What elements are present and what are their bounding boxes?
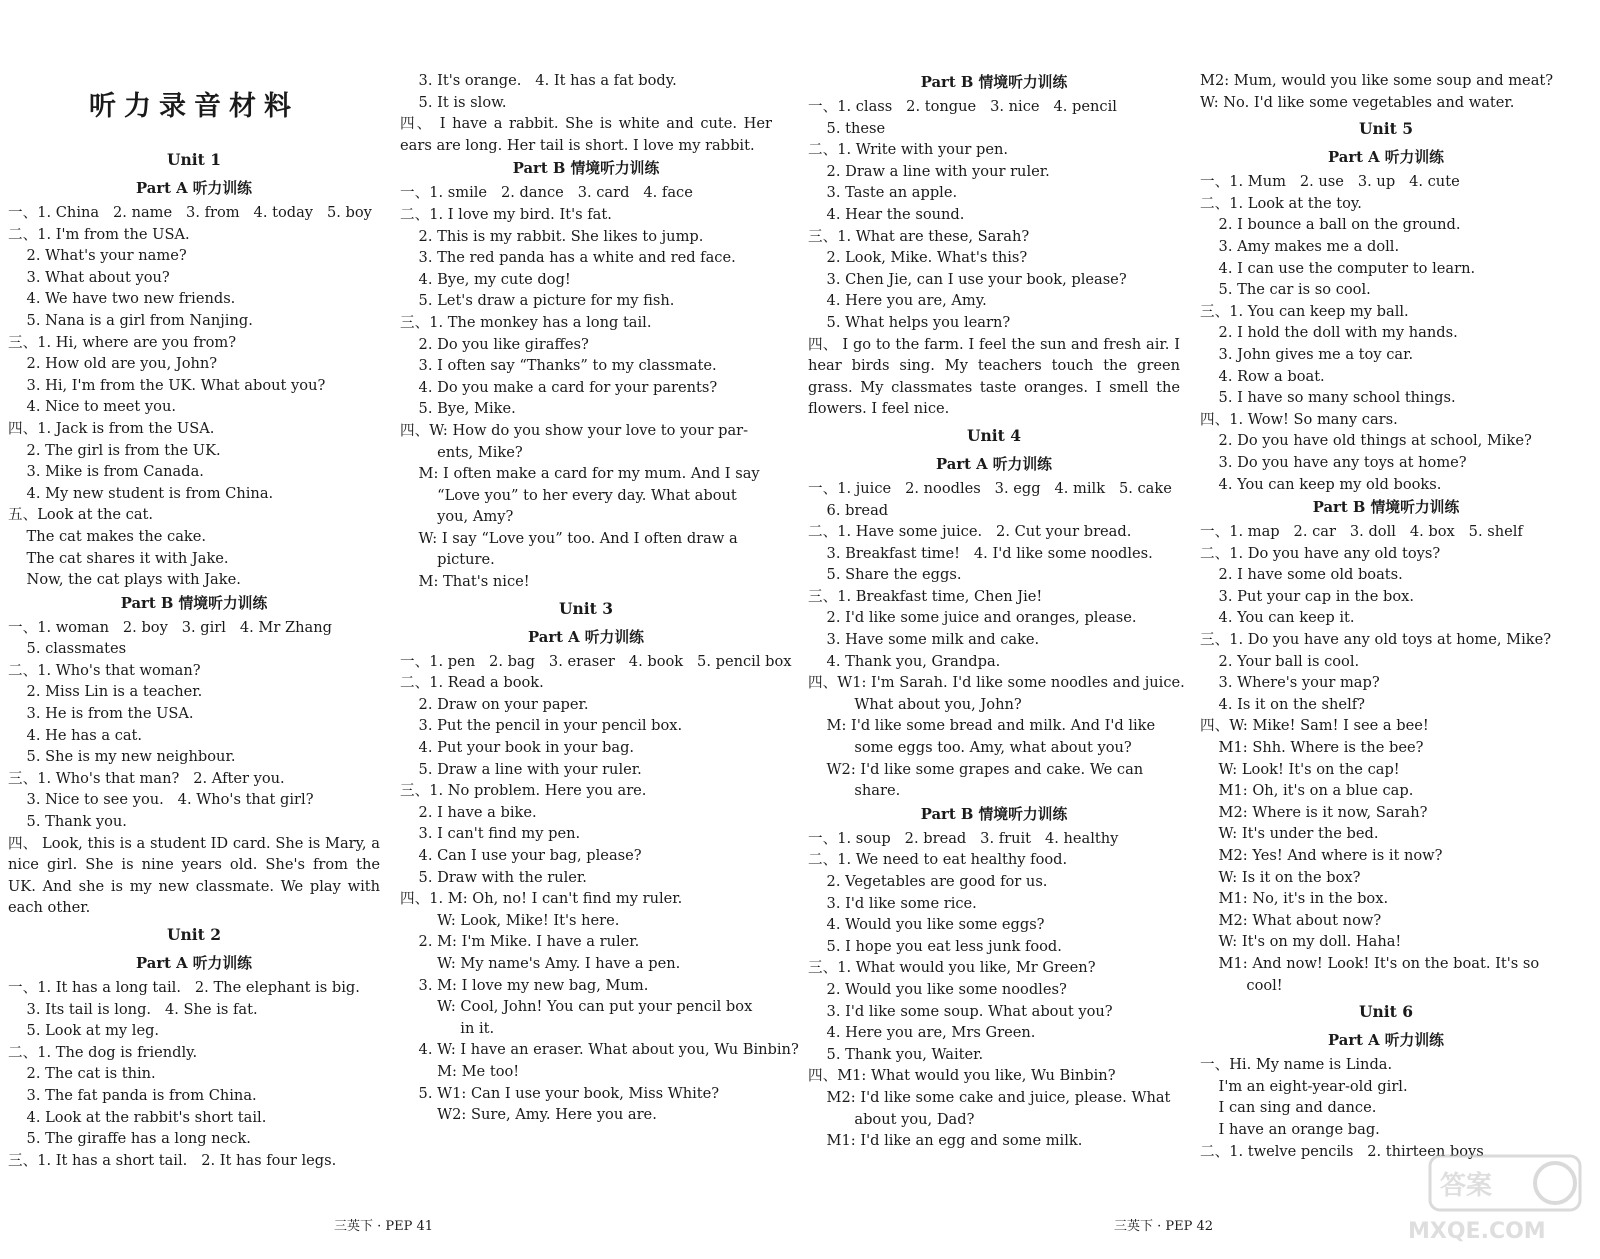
text-line: 四、W: Mike! Sam! I see a bee! xyxy=(1200,717,1429,735)
unit-2-part-a-passage: 四、 I have a rabbit. She is white and cute. Her ears are long. Her tail is short. I love my rabbit. xyxy=(400,115,772,154)
unit-4-part-a-lines xyxy=(808,478,1185,802)
text-line: 3. The red panda has a white and red face. xyxy=(400,249,736,267)
unit-3-part-a-heading: Part A 听力训练 xyxy=(528,628,644,646)
text-line: 3. Amy makes me a doll. xyxy=(1200,237,1400,255)
text-line: 2. Vegetables are good for us. xyxy=(808,873,1048,890)
text-line: 四、W1: I'm Sarah. I'd like some noodles and juice. xyxy=(808,674,1185,692)
text-line: 2. I have a bike. xyxy=(400,803,537,821)
text-line: M: That's nice! xyxy=(400,573,530,591)
text-line: M2: Yes! And where is it now? xyxy=(1200,847,1443,864)
text-line: W: It's on my doll. Haha! xyxy=(1200,933,1402,951)
text-line: 3. Do you have any toys at home? xyxy=(1200,453,1467,471)
text-line: 三、1. What would you like, Mr Green? xyxy=(808,959,1096,977)
text-line: 一、1. pen 2. bag 3. eraser 4. book 5. pencil box xyxy=(400,652,792,670)
text-line: What about you, John? xyxy=(808,695,1022,713)
text-line: 2. I'd like some juice and oranges, please. xyxy=(808,609,1137,627)
text-line: 二、1. Who's that woman? xyxy=(8,661,201,679)
watermark-url: MXQE.COM xyxy=(1408,1219,1546,1244)
text-line: 3. I can't find my pen. xyxy=(400,825,581,843)
unit-2-part-b-lines xyxy=(400,182,772,592)
text-line: 4. W: I have an eraser. What about you, Wu Binbin? xyxy=(400,1041,799,1059)
text-line: 3. Where's your map? xyxy=(1200,674,1380,692)
text-line: 5. What helps you learn? xyxy=(808,313,1011,331)
text-line: M1: I'd like an egg and some milk. xyxy=(808,1132,1083,1150)
text-line: 3. Have some milk and cake. xyxy=(808,631,1040,649)
text-line: 5. Thank you, Waiter. xyxy=(808,1045,984,1063)
text-line: 5. Thank you. xyxy=(8,813,127,831)
text-line: 3. Breakfast time! 4. I'd like some noodles. xyxy=(808,544,1153,562)
text-line: 4. He has a cat. xyxy=(8,726,143,744)
text-line: 3. Put your cap in the box. xyxy=(1200,587,1414,605)
text-line: M: I'd like some bread and milk. And I'd like xyxy=(808,717,1156,735)
text-line: W2: Sure, Amy. Here you are. xyxy=(400,1106,657,1124)
text-line: 4. Put your book in your bag. xyxy=(400,739,635,757)
unit-2-part-a-lines xyxy=(8,977,380,1171)
text-line: 三、1. The monkey has a long tail. xyxy=(400,313,652,331)
text-line: W: I say “Love you” too. And I often draw a xyxy=(400,529,738,547)
text-line: 2. The girl is from the UK. xyxy=(8,441,221,459)
text-line: W: Is it on the box? xyxy=(1200,868,1361,886)
text-line: 3. The fat panda is from China. xyxy=(8,1086,257,1104)
unit-5-heading: Unit 5 xyxy=(1358,119,1413,139)
text-line: 二、1. Look at the toy. xyxy=(1200,194,1362,212)
column-1 xyxy=(8,70,380,1171)
text-line: 三、1. It has a short tail. 2. It has four legs. xyxy=(8,1151,337,1169)
text-line: you, Amy? xyxy=(400,508,514,526)
unit-4-part-b-continued xyxy=(1200,70,1572,113)
text-line: 三、1. Breakfast time, Chen Jie! xyxy=(808,587,1043,605)
unit-1-part-a-lines xyxy=(8,202,380,591)
text-line: 2. Draw a line with your ruler. xyxy=(808,162,1050,180)
text-line: 2. Do you have old things at school, Mike? xyxy=(1200,432,1532,450)
unit-5-part-b-lines xyxy=(1200,521,1572,996)
text-line: 二、1. Do you have any old toys? xyxy=(1200,544,1441,562)
watermark-logo xyxy=(1380,1150,1590,1250)
unit-4-part-b-heading: Part B 情境听力训练 xyxy=(920,805,1068,823)
text-line: 一、1. woman 2. boy 3. girl 4. Mr Zhang xyxy=(8,618,332,636)
text-line: 4. Here you are, Amy. xyxy=(808,292,987,310)
text-line: 二、1. Have some juice. 2. Cut your bread. xyxy=(808,523,1132,541)
text-line: “Love you” to her every day. What about xyxy=(400,486,737,504)
text-line: 四、M1: What would you like, Wu Binbin? xyxy=(808,1067,1116,1085)
unit-4-heading: Unit 4 xyxy=(966,425,1021,445)
text-line: 4. Hear the sound. xyxy=(808,205,965,223)
text-line: 4. Look at the rabbit's short tail. xyxy=(8,1108,267,1126)
unit-2-heading: Unit 2 xyxy=(166,925,221,944)
text-line: M2: What about now? xyxy=(1200,911,1382,929)
text-line: 5. She is my new neighbour. xyxy=(8,748,236,766)
text-line: 2. Do you like giraffes? xyxy=(400,335,589,353)
text-line: 3. M: I love my new bag, Mum. xyxy=(400,976,649,994)
text-line: 5. Look at my leg. xyxy=(8,1022,160,1040)
text-line: 5. It is slow. xyxy=(400,93,507,111)
text-line: The cat makes the cake. xyxy=(8,527,207,545)
text-line: 3. Put the pencil in your pencil box. xyxy=(400,717,683,735)
unit-4-part-b-lines xyxy=(808,828,1180,1152)
text-line: about you, Dad? xyxy=(808,1110,975,1128)
text-line: 五、Look at the cat. xyxy=(8,506,154,524)
text-line: 4. We have two new friends. xyxy=(8,290,236,308)
text-line: 5. Draw a line with your ruler. xyxy=(400,760,642,778)
text-line: I can sing and dance. xyxy=(1200,1099,1377,1117)
text-line: ents, Mike? xyxy=(400,443,523,461)
text-line: 5. Let's draw a picture for my fish. xyxy=(400,292,675,310)
unit-6-heading: Unit 6 xyxy=(1358,1002,1413,1022)
text-line: 四、1. Jack is from the USA. xyxy=(8,419,215,437)
text-line: 2. This is my rabbit. She likes to jump. xyxy=(400,227,704,245)
text-line: 2. Would you like some noodles? xyxy=(808,980,1067,998)
text-line: 一、1. juice 2. noodles 3. egg 4. milk 5. cake xyxy=(808,479,1172,497)
text-line: 2. Draw on your paper. xyxy=(400,695,589,713)
text-line: 二、1. We need to eat healthy food. xyxy=(808,851,1068,869)
text-line: 二、1. I'm from the USA. xyxy=(8,225,190,243)
text-line: 四、1. M: Oh, no! I can't find my ruler. xyxy=(400,890,683,908)
text-line: 3. I'd like some rice. xyxy=(808,894,977,912)
text-line: 一、1. China 2. name 3. from 4. today 5. boy xyxy=(8,204,372,221)
text-line: Now, the cat plays with Jake. xyxy=(8,571,241,589)
text-line: 4. Do you make a card for your parents? xyxy=(400,378,718,396)
text-line: 5. these xyxy=(808,119,886,137)
text-line: 三、1. Who's that man? 2. After you. xyxy=(8,769,285,787)
unit-2-part-a-heading: Part A 听力训练 xyxy=(136,955,252,972)
column-3 xyxy=(808,70,1185,1152)
text-line: 3. Its tail is long. 4. She is fat. xyxy=(8,1000,258,1018)
text-line: 4. You can keep it. xyxy=(1200,609,1355,627)
text-line: 二、1. Read a book. xyxy=(400,674,544,692)
text-line: share. xyxy=(808,782,901,800)
text-line: M1: Oh, it's on a blue cap. xyxy=(1200,782,1414,800)
text-line: 5. Nana is a girl from Nanjing. xyxy=(8,311,253,329)
text-line: 2. Your ball is cool. xyxy=(1200,652,1360,670)
text-line: M2: I'd like some cake and juice, please. What xyxy=(808,1088,1171,1106)
text-line: 3. Chen Jie, can I use your book, please? xyxy=(808,270,1127,288)
text-line: 4. You can keep my old books. xyxy=(1200,475,1442,493)
unit-5-part-a-heading: Part A 听力训练 xyxy=(1328,149,1444,167)
text-line: 2. What's your name? xyxy=(8,247,187,265)
text-line: 3. Nice to see you. 4. Who's that girl? xyxy=(8,791,314,809)
text-line: 2. How old are you, John? xyxy=(8,355,218,373)
text-line: W2: I'd like some grapes and cake. We can xyxy=(808,760,1144,778)
text-line: M: Me too! xyxy=(400,1062,520,1080)
text-line: 一、Hi. My name is Linda. xyxy=(1200,1056,1393,1074)
text-line: 3. Mike is from Canada. xyxy=(8,463,204,481)
text-line: 4. Would you like some eggs? xyxy=(808,916,1045,934)
text-line: 四、W: How do you show your love to your par- xyxy=(400,421,749,439)
text-line: W: Look, Mike! It's here. xyxy=(400,911,620,929)
text-line: W: Look! It's on the cap! xyxy=(1200,760,1400,778)
unit-1-part-b-heading: Part B 情境听力训练 xyxy=(120,594,268,612)
text-line: The cat shares it with Jake. xyxy=(8,549,229,567)
text-line: 5. The car is so cool. xyxy=(1200,281,1371,299)
text-line: 5. I hope you eat less junk food. xyxy=(808,937,1062,955)
text-line: 5. W1: Can I use your book, Miss White? xyxy=(400,1084,720,1102)
unit-3-heading: Unit 3 xyxy=(558,598,613,618)
unit-3-part-b-passage: 四、 I go to the farm. I feel the sun and fresh air. I hear birds sing. My teachers touch the green grass. My classmates taste oranges. I smell the flowers. I feel nice. xyxy=(808,335,1180,418)
page-number-right: 三英下 · PEP 42 xyxy=(1114,1219,1214,1234)
column-4 xyxy=(1200,70,1572,1162)
text-line: in it. xyxy=(400,1019,495,1037)
text-line: 4. Can I use your bag, please? xyxy=(400,847,642,864)
text-line: 5. Bye, Mike. xyxy=(400,400,516,418)
text-line: 一、1. map 2. car 3. doll 4. box 5. shelf xyxy=(1200,523,1523,541)
unit-2-part-a-continued xyxy=(400,70,772,113)
text-line: I'm an eight-year-old girl. xyxy=(1200,1077,1408,1095)
text-line: 二、1. The dog is friendly. xyxy=(8,1043,198,1061)
text-line: 6. bread xyxy=(808,501,889,519)
text-line: W: My name's Amy. I have a pen. xyxy=(400,954,681,972)
text-line: M1: And now! Look! It's on the boat. It's so xyxy=(1200,954,1540,972)
text-line: I have an orange bag. xyxy=(1200,1120,1380,1138)
text-line: 5. The giraffe has a long neck. xyxy=(8,1130,251,1148)
text-line: 5. Share the eggs. xyxy=(808,566,962,584)
unit-1-heading: Unit 1 xyxy=(166,150,221,169)
text-line: 三、1. You can keep my ball. xyxy=(1200,302,1409,320)
unit-6-part-a-heading: Part A 听力训练 xyxy=(1328,1032,1444,1050)
text-line: 2. I bounce a ball on the ground. xyxy=(1200,216,1461,234)
unit-1-part-a-heading: Part A 听力训练 xyxy=(136,180,252,197)
page-title: 听力录音材料 xyxy=(89,91,299,122)
text-line: 2. I have some old boats. xyxy=(1200,566,1403,584)
text-line: 3. He is from the USA. xyxy=(8,705,194,723)
text-line: 2. M: I'm Mike. I have a ruler. xyxy=(400,933,640,951)
text-line: 4. I can use the computer to learn. xyxy=(1200,259,1476,277)
text-line: 一、1. class 2. tongue 3. nice 4. pencil xyxy=(808,98,1117,115)
column-2 xyxy=(400,70,799,1126)
text-line: 二、1. I love my bird. It's fat. xyxy=(400,205,612,223)
text-line: cool! xyxy=(1200,976,1283,994)
text-line: 三、1. What are these, Sarah? xyxy=(808,227,1030,245)
text-line: 3. Taste an apple. xyxy=(808,184,958,202)
text-line: W: No. I'd like some vegetables and water. xyxy=(1200,93,1515,111)
text-line: 4. Thank you, Grandpa. xyxy=(808,652,1001,670)
text-line: 2. Miss Lin is a teacher. xyxy=(8,683,203,701)
text-line: 3. I often say “Thanks” to my classmate. xyxy=(400,357,717,375)
text-line: 4. Nice to meet you. xyxy=(8,398,176,416)
text-line: 三、1. Hi, where are you from? xyxy=(8,333,237,351)
text-line: 4. Bye, my cute dog! xyxy=(400,270,571,288)
text-line: 一、1. soup 2. bread 3. fruit 4. healthy xyxy=(808,829,1119,847)
text-line: W: It's under the bed. xyxy=(1200,825,1379,843)
text-line: 一、1. It has a long tail. 2. The elephant is big. xyxy=(8,979,360,996)
page-number-left: 三英下 · PEP 41 xyxy=(334,1219,434,1234)
text-line: some eggs too. Amy, what about you? xyxy=(808,739,1132,757)
text-line: 三、1. Do you have any old toys at home, Mike? xyxy=(1200,631,1552,649)
text-line: 4. Is it on the shelf? xyxy=(1200,695,1365,713)
unit-1-part-b-passage: 四、 Look, this is a student ID card. She is Mary, a nice girl. She is nine years old. She's from the UK. And she is my new classmate. We play with each other. xyxy=(8,834,380,917)
text-line: M: I often make a card for my mum. And I say xyxy=(400,465,760,483)
text-line: W: Cool, John! You can put your pencil box xyxy=(400,998,753,1016)
text-line: 3. I'd like some soup. What about you? xyxy=(808,1002,1113,1020)
text-line: 3. What about you? xyxy=(8,268,170,286)
watermark-cn: 答案 xyxy=(1440,1171,1493,1201)
text-line: 4. Row a boat. xyxy=(1200,367,1325,385)
text-line: 二、1. twelve pencils 2. thirteen boys xyxy=(1200,1142,1484,1160)
text-line: 5. classmates xyxy=(8,640,127,658)
text-line: 2. Look, Mike. What's this? xyxy=(808,249,1028,267)
unit-6-part-a-lines xyxy=(1200,1054,1572,1162)
text-line: M2: Mum, would you like some soup and meat? xyxy=(1200,72,1554,89)
text-line: 一、1. smile 2. dance 3. card 4. face xyxy=(400,184,693,202)
unit-4-part-a-heading: Part A 听力训练 xyxy=(936,455,1052,473)
text-line: 5. Draw with the ruler. xyxy=(400,868,587,886)
text-line: 3. It's orange. 4. It has a fat body. xyxy=(400,72,677,89)
text-line: picture. xyxy=(400,551,495,569)
unit-3-part-a-lines xyxy=(400,651,799,1126)
text-line: 一、1. Mum 2. use 3. up 4. cute xyxy=(1200,173,1460,191)
text-line: 四、1. Wow! So many cars. xyxy=(1200,410,1398,428)
text-line: 2. The cat is thin. xyxy=(8,1065,156,1083)
unit-3-part-b-heading: Part B 情境听力训练 xyxy=(920,74,1068,91)
text-line: 三、1. No problem. Here you are. xyxy=(400,782,647,800)
text-line: M1: Shh. Where is the bee? xyxy=(1200,739,1424,757)
text-line: M2: Where is it now, Sarah? xyxy=(1200,803,1428,821)
text-line: 4. Here you are, Mrs Green. xyxy=(808,1024,1036,1042)
unit-3-part-b-lines xyxy=(808,96,1180,334)
unit-2-part-b-heading: Part B 情境听力训练 xyxy=(512,160,660,178)
text-line: 5. I have so many school things. xyxy=(1200,389,1456,407)
text-line: M1: No, it's in the box. xyxy=(1200,890,1389,908)
unit-1-part-b-lines xyxy=(8,617,380,833)
text-line: 3. Hi, I'm from the UK. What about you? xyxy=(8,376,326,394)
text-line: 二、1. Write with your pen. xyxy=(808,141,1009,159)
text-line: 4. My new student is from China. xyxy=(8,484,274,502)
text-line: 3. John gives me a toy car. xyxy=(1200,345,1414,363)
unit-5-part-b-heading: Part B 情境听力训练 xyxy=(1312,499,1460,517)
text-line: 2. I hold the doll with my hands. xyxy=(1200,324,1458,342)
unit-5-part-a-lines xyxy=(1200,171,1572,495)
